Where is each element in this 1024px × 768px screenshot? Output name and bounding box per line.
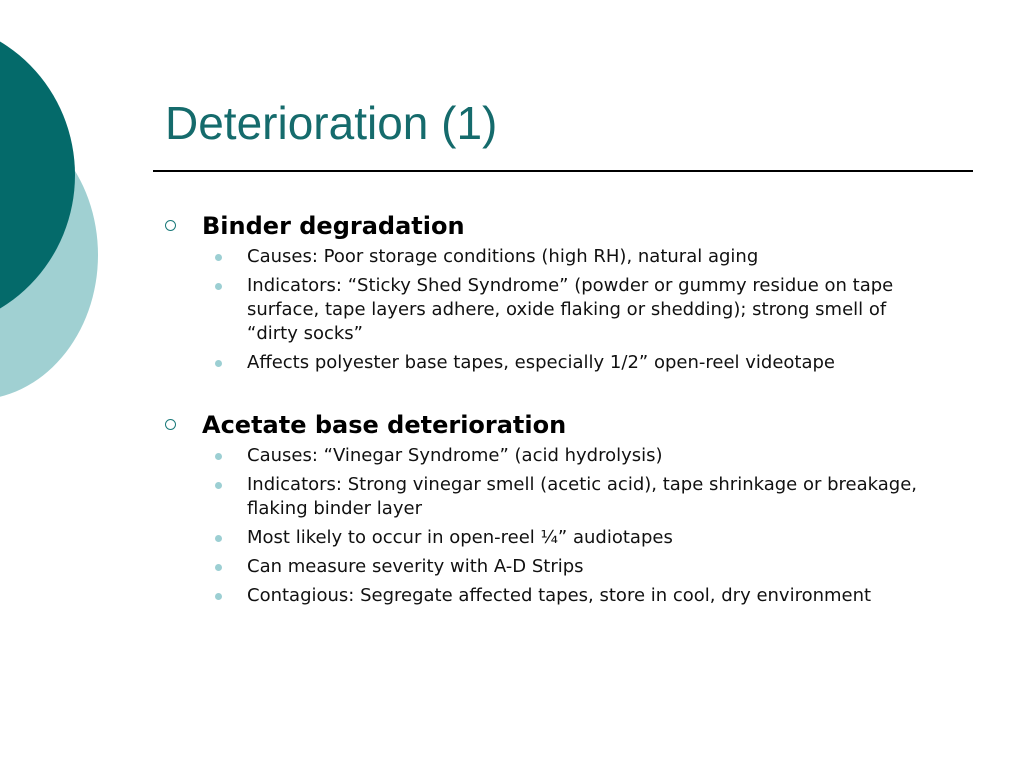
list-item-text: Affects polyester base tapes, especially 1/2” open-reel videotape	[247, 352, 835, 373]
list-item-text: Causes: Poor storage conditions (high RH), natural aging	[247, 246, 759, 267]
list-item-text: Can measure severity with A-D Strips	[247, 556, 584, 577]
dot-bullet-icon	[215, 360, 222, 367]
section-acetate-base-deterioration	[160, 408, 980, 613]
title-divider	[153, 170, 973, 172]
section-heading: Binder degradation	[202, 212, 465, 240]
list-item-text: Contagious: Segregate affected tapes, store in cool, dry environment	[247, 585, 872, 606]
dot-bullet-icon	[215, 535, 222, 542]
dot-bullet-icon	[215, 593, 222, 600]
dot-bullet-icon	[215, 564, 222, 571]
list-item	[160, 444, 980, 468]
section-binder-degradation	[160, 209, 980, 380]
list-item	[160, 555, 980, 579]
ring-bullet-icon	[165, 220, 176, 231]
dot-bullet-icon	[215, 254, 222, 261]
section-heading-row	[160, 408, 980, 442]
bullet-list	[160, 444, 980, 608]
bullet-list	[160, 245, 980, 375]
list-item	[160, 351, 980, 375]
list-item	[160, 526, 980, 550]
section-heading: Acetate base deterioration	[202, 411, 567, 439]
section-heading-row	[160, 209, 980, 243]
dot-bullet-icon	[215, 283, 222, 290]
list-item	[160, 274, 980, 346]
list-item	[160, 584, 980, 608]
list-item	[160, 245, 980, 269]
dot-bullet-icon	[215, 482, 222, 489]
list-item	[160, 473, 980, 521]
ring-bullet-icon	[165, 419, 176, 430]
list-item-text: Indicators: Strong vinegar smell (acetic acid), tape shrinkage or breakage, flaking binder layer	[247, 474, 917, 519]
slide-title: Deterioration (1)	[165, 97, 498, 149]
dot-bullet-icon	[215, 453, 222, 460]
list-item-text: Indicators: “Sticky Shed Syndrome” (powder or gummy residue on tape surface, tape layers adhere, oxide flaking or shedding); strong smell of “dirty socks”	[247, 275, 894, 344]
list-item-text: Most likely to occur in open-reel ¼” audiotapes	[247, 527, 673, 548]
list-item-text: Causes: “Vinegar Syndrome” (acid hydrolysis)	[247, 445, 663, 466]
